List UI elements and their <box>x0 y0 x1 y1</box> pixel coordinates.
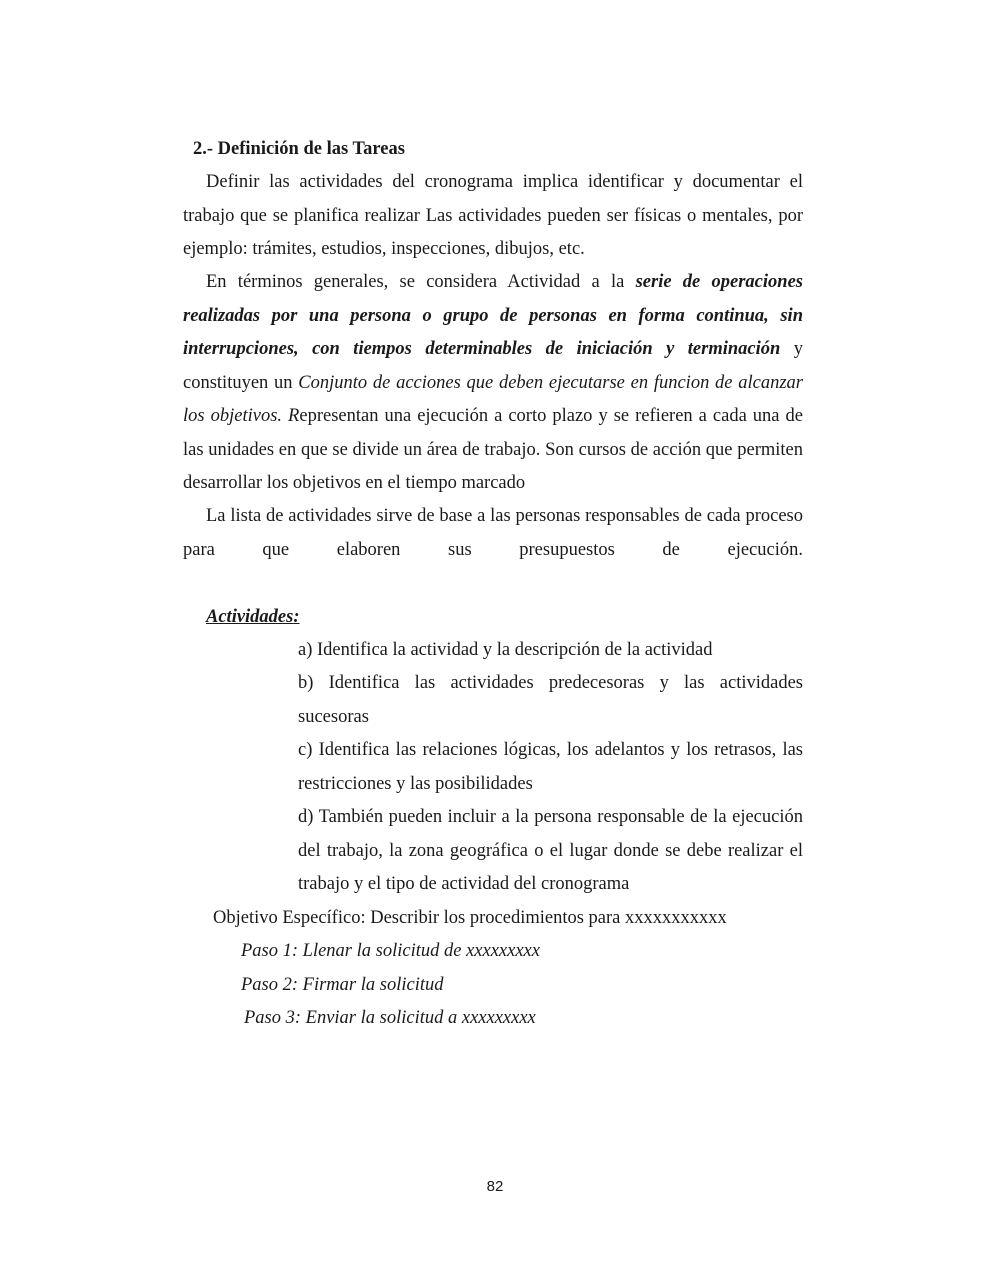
paragraph-activity <box>183 266 803 501</box>
page-number: 82 <box>486 1178 504 1195</box>
objetivo-especifico: Objetivo Específico: Describir los procedimientos para xxxxxxxxxxx <box>213 908 727 928</box>
paragraph-activity-end: epresentan una ejecución a corto plazo y se refieren a cada una de las unidades en que se divide un área de trabajo. Son cursos de acción que permiten desarrollar los objetivos en el tiempo marcado <box>183 406 803 493</box>
paragraph-activity-italic: Conjunto de acciones que deben ejecutarse en funcion de alcanzar los objetivos. R <box>183 372 803 426</box>
paragraph-activity-mid: y constituyen un <box>183 339 803 393</box>
paso-2: Paso 2: Firmar la solicitud <box>241 975 444 995</box>
paragraph-list-base: La lista de actividades sirve de base a las personas responsables de cada proceso para que elaboren sus presupuestos de ejecución. <box>183 506 803 560</box>
actividades-title: Actividades: <box>206 607 300 627</box>
list-item: d) También pueden incluir a la persona responsable de la ejecución del trabajo, la zona geográfica o el lugar donde se debe realizar el trabajo y el tipo de actividad del cronograma <box>298 807 803 894</box>
paso-1: Paso 1: Llenar la solicitud de xxxxxxxxx <box>241 941 540 961</box>
section-heading: 2.- Definición de las Tareas <box>193 139 405 159</box>
list-item: a) Identifica la actividad y la descripción de la actividad <box>298 640 713 660</box>
list-item: c) Identifica las relaciones lógicas, los adelantos y los retrasos, las restricciones y las posibilidades <box>298 740 803 794</box>
paragraph-activity-intro: En términos generales, se considera Actividad a la <box>206 272 636 292</box>
list-item: b) Identifica las actividades predecesoras y las actividades sucesoras <box>298 673 803 727</box>
paragraph-definition: Definir las actividades del cronograma implica identificar y documentar el trabajo que se planifica realizar Las actividades pueden ser físicas o mentales, por ejemplo: trámites, estudios, inspecciones, dibujos, etc. <box>183 172 803 259</box>
paragraph-activity-bold: serie de operaciones realizadas por una persona o grupo de personas en forma continua, sin interrupciones, con tiempos determinables de iniciación y terminación <box>183 272 803 359</box>
paso-3: Paso 3: Enviar la solicitud a xxxxxxxxx <box>244 1008 536 1028</box>
